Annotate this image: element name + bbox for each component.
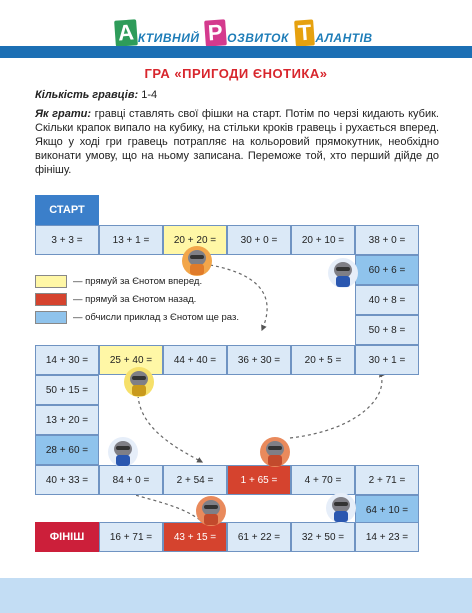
legend-swatch-red	[35, 293, 67, 306]
board-cell: 20 + 5 =	[291, 345, 355, 375]
logo-letter-3: Т	[294, 19, 315, 46]
board-cell: 36 + 30 =	[227, 345, 291, 375]
board-cell: 20 + 10 =	[291, 225, 355, 255]
rules-body: гравці ставлять свої фішки на старт. Потім по черзі кидають кубик. Скільки крапок випало на кубику, на стільки кроків гравець і рухається вперед. Якщо у ході гри гравець потрапляє на кольоровий прямокутник, необхідно виконати умову, що на ньому записана. Переможе той, хто перший дійде до фінішу.	[35, 108, 439, 176]
legend-item-red	[35, 292, 196, 306]
board-cell: 44 + 40 =	[163, 345, 227, 375]
logo-word-3: АЛАНТІВ	[315, 31, 373, 45]
board-cell: 84 + 0 =	[99, 465, 163, 495]
board-cell: 50 + 15 =	[35, 375, 99, 405]
raccoon-icon	[326, 493, 356, 523]
board-cell: 13 + 20 =	[35, 405, 99, 435]
board-cell: 32 + 50 =	[291, 522, 355, 552]
board-cell: 60 + 6 =	[355, 255, 419, 285]
board-cell: 64 + 10 =	[355, 495, 419, 525]
raccoon-icon	[124, 367, 154, 397]
raccoon-icon	[260, 437, 290, 467]
board-cell: 14 + 23 =	[355, 522, 419, 552]
board-cell: 1 + 65 =	[227, 465, 291, 495]
board-cell: 50 + 8 =	[355, 315, 419, 345]
board-cell: 38 + 0 =	[355, 225, 419, 255]
raccoon-icon	[328, 258, 358, 288]
arrow-red-1	[290, 372, 382, 438]
board-cell: 40 + 33 =	[35, 465, 99, 495]
start-cell: СТАРТ	[35, 195, 99, 225]
raccoon-icon	[108, 437, 138, 467]
raccoon-icon	[182, 246, 212, 276]
finish-cell: ФІНІШ	[35, 522, 99, 552]
logo-word-1: КТИВНИЙ	[137, 31, 200, 45]
board-cell: 14 + 30 =	[35, 345, 99, 375]
board-cell: 30 + 1 =	[355, 345, 419, 375]
board-cell: 43 + 15 =	[163, 522, 227, 552]
arrow-yellow-2	[138, 395, 202, 462]
board-cell: 30 + 0 =	[227, 225, 291, 255]
page-title: ГРА «ПРИГОДИ ЄНОТИКА»	[144, 66, 328, 81]
logo-word-2: ОЗВИТОК	[227, 31, 289, 45]
legend-item-yellow	[35, 274, 202, 288]
board-cell: 2 + 71 =	[355, 465, 419, 495]
board-cell: 28 + 60 =	[35, 435, 99, 465]
board-cell: 4 + 70 =	[291, 465, 355, 495]
board-cell: 40 + 8 =	[355, 285, 419, 315]
board-cell: 2 + 54 =	[163, 465, 227, 495]
board-cell: 61 + 22 =	[227, 522, 291, 552]
legend-item-blue	[35, 310, 239, 324]
rules-label: Як грати:	[35, 108, 92, 120]
board-cell: 16 + 71 =	[99, 522, 163, 552]
legend-text: — прямуй за Єнотом назад.	[73, 293, 197, 305]
board-cell: 25 + 40 =	[99, 345, 163, 375]
logo-letter-1: А	[114, 19, 138, 46]
legend-text: — прямуй за Єнотом вперед.	[73, 275, 203, 287]
board-cell: 3 + 3 =	[35, 225, 99, 255]
footer-band	[0, 578, 472, 613]
logo-letter-2: Р	[205, 19, 227, 46]
legend-swatch-yellow	[35, 275, 67, 288]
legend-text: — обчисли приклад з Єнотом ще раз.	[73, 311, 239, 323]
board-cell: 13 + 1 =	[99, 225, 163, 255]
board-cell: 20 + 20 =	[163, 225, 227, 255]
legend-swatch-blue	[35, 311, 67, 324]
players-label: Кількість гравців:	[35, 89, 139, 101]
players-value: 1-4	[141, 89, 158, 101]
raccoon-icon	[196, 496, 226, 526]
